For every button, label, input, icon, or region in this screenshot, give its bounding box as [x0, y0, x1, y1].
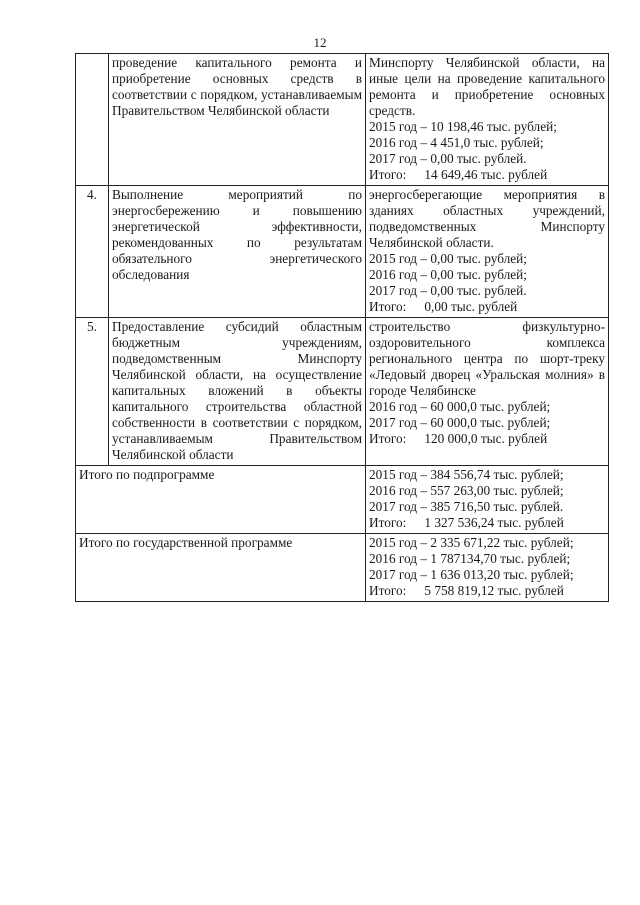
funding-total	[369, 167, 605, 183]
row-number	[76, 54, 109, 186]
funding-total	[369, 515, 605, 531]
funding-year: 2016 год – 4 451,0 тыс. рублей;	[369, 135, 544, 150]
total-label: Итого:	[369, 515, 407, 530]
funding-total	[369, 583, 605, 599]
table-row	[76, 186, 609, 318]
total-label: Итого:	[369, 167, 407, 182]
budget-table	[75, 53, 609, 602]
funding-year: 2016 год – 557 263,00 тыс. рублей;	[369, 483, 564, 498]
measure-description: Предоставление субсидий областным бюджетным учреждениям, подведомственным Минспорту Челябинской области, на осуществление капитальных вложений в объекты капитального строительства областной собственности в соответствии с порядком, устанавливаемым Правительством Челябинской области	[109, 318, 366, 466]
funding-year: 2017 год – 1 636 013,20 тыс. рублей;	[369, 567, 574, 582]
funding-year: 2015 год – 2 335 671,22 тыс. рублей;	[369, 535, 574, 550]
funding-cell	[366, 186, 609, 318]
total-label: Итого:	[369, 583, 407, 598]
program-total-label: Итого по государственной программе	[76, 534, 366, 602]
funding-year: 2016 год – 0,00 тыс. рублей;	[369, 267, 527, 282]
table-row	[76, 54, 609, 186]
total-value: 120 000,0 тыс. рублей	[424, 431, 548, 446]
page-number: 12	[313, 35, 327, 50]
program-total-row	[76, 534, 609, 602]
funding-year: 2017 год – 385 716,50 тыс. рублей.	[369, 499, 564, 514]
funding-year: 2016 год – 60 000,0 тыс. рублей;	[369, 399, 551, 414]
measure-description: Выполнение мероприятий по энергосбережению и повышению энергетической эффективности, рекомендованных по результатам обязательного энергетического обследования	[109, 186, 366, 318]
funding-year: 2017 год – 60 000,0 тыс. рублей;	[369, 415, 551, 430]
table-row	[76, 318, 609, 466]
funding-purpose: энергосберегающие мероприятия в зданиях областных учреждений, подведомственных Минспорту Челябинской области.	[369, 187, 605, 250]
funding-purpose: Минспорту Челябинской области, на иные цели на проведение капитального ремонта и приобретение основных средств.	[369, 55, 605, 118]
total-value: 5 758 819,12 тыс. рублей	[424, 583, 564, 598]
funding-cell	[366, 318, 609, 466]
total-value: 1 327 536,24 тыс. рублей	[424, 515, 564, 530]
subprogram-total-row	[76, 466, 609, 534]
funding-cell	[366, 534, 609, 602]
row-number: 5.	[76, 318, 109, 466]
funding-total	[369, 299, 605, 315]
funding-cell	[366, 466, 609, 534]
total-value: 0,00 тыс. рублей	[424, 299, 518, 314]
total-label: Итого:	[369, 299, 407, 314]
funding-purpose: строительство физкультурно-оздоровительного комплекса регионального центра по шорт-треку «Ледовый дворец «Уральская молния» в городе Челябинске	[369, 319, 605, 398]
row-number: 4.	[76, 186, 109, 318]
measure-description: проведение капитального ремонта и приобретение основных средств в соответствии с порядком, устанавливаемым Правительством Челябинской области	[109, 54, 366, 186]
funding-year: 2015 год – 384 556,74 тыс. рублей;	[369, 467, 564, 482]
funding-year: 2017 год – 0,00 тыс. рублей.	[369, 151, 527, 166]
total-label: Итого:	[369, 431, 407, 446]
funding-year: 2015 год – 10 198,46 тыс. рублей;	[369, 119, 557, 134]
funding-year: 2015 год – 0,00 тыс. рублей;	[369, 251, 527, 266]
funding-year: 2016 год – 1 787134,70 тыс. рублей;	[369, 551, 571, 566]
funding-total	[369, 431, 605, 447]
subprogram-total-label: Итого по подпрограмме	[76, 466, 366, 534]
funding-cell	[366, 54, 609, 186]
funding-year: 2017 год – 0,00 тыс. рублей.	[369, 283, 527, 298]
total-value: 14 649,46 тыс. рублей	[424, 167, 548, 182]
